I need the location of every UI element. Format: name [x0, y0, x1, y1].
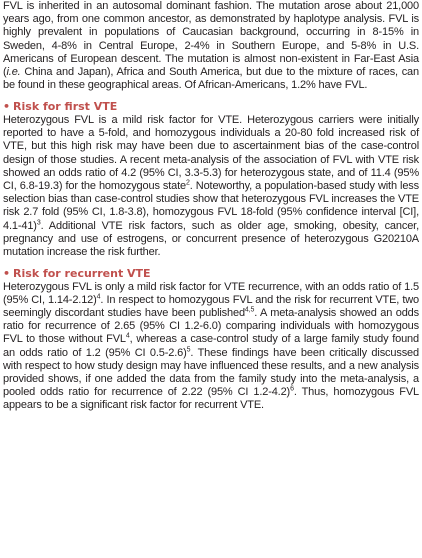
- heading-recurrent-vte: [3, 267, 419, 281]
- heading-first-vte: [3, 100, 419, 114]
- recurrent-vte-text-1: Heterozygous FVL is only a mild risk factor for VTE recurrence, with an odds ratio of 1.5 (95% CI, 1.14-2.12): [3, 280, 419, 306]
- recurrent-vte-text-5: . These findings have been critically discussed with respect to how study design may have influenced these results, and a new analysis provided shows, if one added the data from the family study into the meta-analysis, a pooled odds ratio for recurrence of 2.22 (95% CI 1.2-4.2): [3, 346, 419, 399]
- intro-text-1: FVL is inherited in an autosomal dominant fashion. The mutation arose about 21,000 years ago, from one common ancestor, as demonstrated by haplotype analysis. FVL is highly prevalent in populations of Caucasian background, occurring in 8-15% in Sweden, 4-8% in Central Europe, 2-4% in Southern Europe, and 5-8% in U.S. Americans of European descent. The mutation is almost non-existent in Far-East Asia (: [3, 0, 419, 79]
- intro-text-2: China and Japan), Africa and South America, but due to the mixture of races, can be found in these geographical areas. Of African-Americans, 1.2% have FVL.: [3, 66, 419, 92]
- citation-ref: 6: [290, 385, 294, 393]
- first-vte-paragraph: [3, 114, 419, 259]
- intro-paragraph: [3, 0, 419, 92]
- citation-ref: 4,5: [244, 306, 255, 314]
- first-vte-text-1: Heterozygous FVL is a mild risk factor for VTE. Heterozygous carriers were initially reported to have a 5-fold, and homozygous individuals a 20-80 fold increased risk of VTE, but this high risk may have been due to ascertainment bias of the case-control design of those studies. A recent meta-analysis of the association of FVL with VTE risk showed an odds ratio of 4.2 (95% CI, 3.3-5.3) for heterozygous state, and of 11.4 (95% CI, 6.8-19.3) for the homozygous state: [3, 113, 419, 192]
- recurrent-vte-text-2: . In respect to homozygous FVL and the risk for recurrent VTE, two seemingly discordant studies have been published: [3, 293, 419, 320]
- recurrent-vte-text-4: , whereas a case-control study of a large family study found an odds ratio of 1.2 (95% CI 0.5-2.6): [3, 333, 419, 359]
- citation-ref: 4: [125, 332, 130, 340]
- recurrent-vte-text-3: . A meta-analysis showed an odds ratio for recurrence of 2.65 (95% CI 1.2-6.0) comparing individuals with homozygous FVL to those without FVL: [3, 307, 419, 346]
- heading-first-vte-text: Risk for first VTE: [13, 100, 118, 114]
- first-vte-text-3: . Additional VTE risk factors, such as older age, smoking, obesity, cancer, pregnancy and use of estrogens, or concurrent presence of heterozygous G20210A mutation increase the risk further.: [3, 219, 419, 258]
- recurrent-vte-paragraph: [3, 281, 419, 413]
- citation-ref: 4: [96, 293, 101, 301]
- citation-ref: 2: [186, 179, 190, 187]
- first-vte-text-2: . Noteworthy, a population-based study with less selection bias than case-control studies show that heterozygous FVL increases the VTE risk 2.7 fold (95% CI, 1.8-3.8), homozygous FVL 18-fold (95% confidence interval [CI], 4.1-41): [3, 179, 419, 232]
- document-page: [3, 0, 419, 413]
- citation-ref: 3: [36, 218, 41, 226]
- heading-recurrent-vte-text: Risk for recurrent VTE: [13, 267, 151, 281]
- recurrent-vte-text-6: . Thus, homozygous FVL appears to be a significant risk factor for recurrent VTE.: [3, 386, 420, 412]
- bullet-icon: •: [3, 100, 11, 114]
- citation-ref: 5: [186, 346, 191, 354]
- intro-ie: i.e.: [6, 66, 21, 79]
- bullet-icon: •: [3, 267, 11, 281]
